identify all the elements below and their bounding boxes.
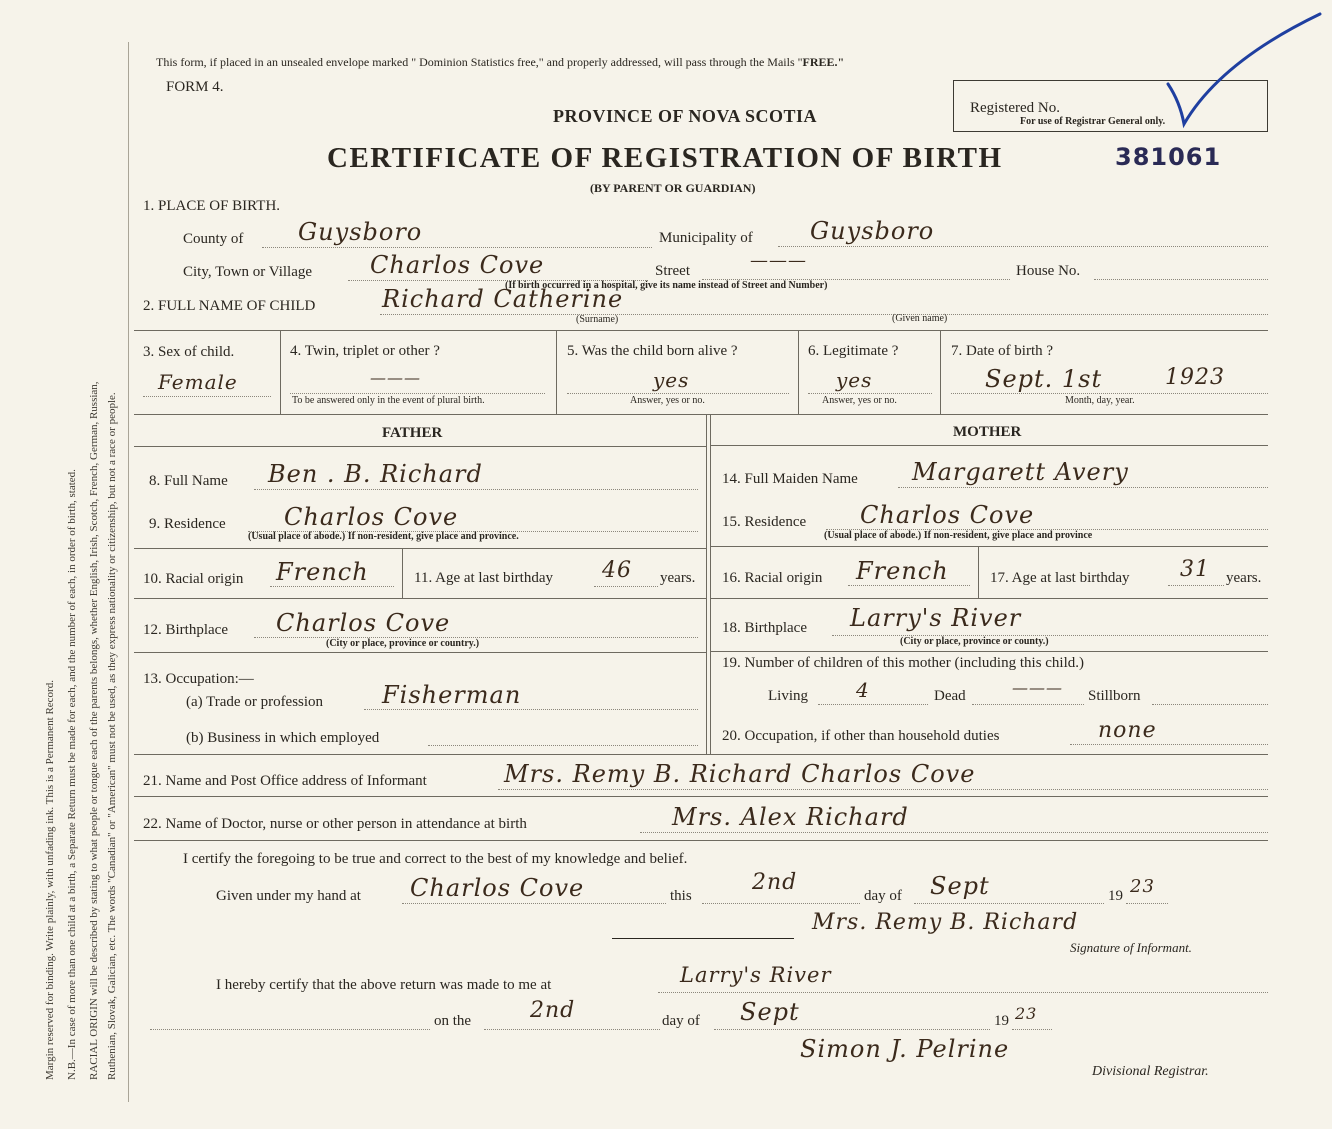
- father-heading: FATHER: [382, 425, 443, 441]
- father-birthplace-note: (City or place, province or country.): [326, 638, 480, 649]
- father-age-label: 11. Age at last birthday: [414, 570, 553, 586]
- informant-label: 21. Name and Post Office address of Informant: [143, 773, 427, 789]
- registered-label: Registered No.: [970, 100, 1060, 116]
- mother-heading: MOTHER: [953, 424, 1022, 440]
- informant-signature: Mrs. Remy B. Richard: [812, 910, 1079, 935]
- trade-value: Fisherman: [382, 681, 522, 709]
- father-occupation-label: 13. Occupation:—: [143, 671, 254, 687]
- born-alive-line: [567, 393, 789, 394]
- mother-birthplace-note: (City or place, province or county.): [900, 636, 1049, 647]
- return-day-line: [484, 1029, 660, 1030]
- mother-racial-value: French: [856, 557, 949, 585]
- margin-note-binding: Margin reserved for binding. Write plainly, with unfading ink. This is a Permanent Record.: [44, 680, 56, 1080]
- doctor-label: 22. Name of Doctor, nurse or other person in attendance at birth: [143, 816, 527, 832]
- dead-value: ———: [1012, 678, 1063, 697]
- rule-mother-16: [710, 598, 1268, 599]
- sex-line: [143, 396, 271, 397]
- living-line: [818, 704, 928, 705]
- mother-racial-label: 16. Racial origin: [722, 570, 823, 586]
- province-heading: PROVINCE OF NOVA SCOTIA: [553, 106, 818, 126]
- rule-father-10: [134, 598, 706, 599]
- mother-birthplace-label: 18. Birthplace: [722, 620, 807, 636]
- dead-line: [972, 704, 1084, 705]
- rule-father-12: [134, 652, 706, 653]
- child-name-line: [380, 314, 1268, 315]
- rule-after-doctor: [134, 840, 1268, 841]
- street-value: ———: [750, 250, 807, 271]
- col-divider-6-7: [940, 331, 941, 414]
- born-alive-note: Answer, yes or no.: [630, 395, 705, 406]
- house-number-line: [1094, 279, 1268, 280]
- mother-age-unit: years.: [1226, 570, 1262, 586]
- father-residence-note: (Usual place of abode.) If non-resident, give place and province.: [248, 531, 519, 542]
- hospital-note: (If birth occurred in a hospital, give its name instead of Street and Number): [505, 280, 828, 291]
- given-day-value: 2nd: [752, 870, 798, 895]
- father-birthplace-label: 12. Birthplace: [143, 622, 228, 638]
- mother-occupation-label: 20. Occupation, if other than household duties: [722, 728, 1000, 744]
- rule-after-parents: [134, 754, 1268, 755]
- return-year-prefix: 19: [994, 1013, 1009, 1029]
- rule-mother-15: [710, 546, 1268, 547]
- county-label: County of: [183, 231, 244, 247]
- return-place-line: [658, 992, 1268, 993]
- child-name-label: 2. FULL NAME OF CHILD: [143, 298, 316, 314]
- given-year-line: [1126, 903, 1168, 904]
- given-day-of-label: day of: [864, 888, 902, 904]
- mother-age-label: 17. Age at last birthday: [990, 570, 1130, 586]
- return-label: I hereby certify that the above return was made to me at: [216, 977, 552, 993]
- legitimate-line: [808, 393, 932, 394]
- legitimate-note: Answer, yes or no.: [822, 395, 897, 406]
- city-label: City, Town or Village: [183, 264, 313, 280]
- doctor-value: Mrs. Alex Richard: [672, 803, 909, 831]
- children-count-label: 19. Number of children of this mother (including this child.): [722, 655, 1085, 671]
- return-day-of-label: day of: [662, 1013, 700, 1029]
- father-residence-label: 9. Residence: [149, 516, 226, 532]
- father-mother-divider-2: [710, 414, 711, 754]
- trade-line: [364, 709, 698, 710]
- given-this-label: this: [670, 888, 692, 904]
- informant-value: Mrs. Remy B. Richard Charlos Cove: [504, 760, 976, 788]
- margin-note-racial-origin: RACIAL ORIGIN will be described by stating to what people or tongue each of the parents belongs, whether English, Irish, Scotch, French, German, Russian,: [88, 381, 100, 1080]
- given-day-line: [702, 903, 860, 904]
- certificate-title: CERTIFICATE OF REGISTRATION OF BIRTH: [327, 142, 1003, 174]
- mail-notice: This form, if placed in an unsealed envelope marked " Dominion Statistics free," and properly addressed, will pass through the Mails "FREE.": [156, 55, 845, 69]
- father-name-value: Ben . B. Richard: [268, 460, 483, 488]
- informant-signature-line: [612, 938, 794, 939]
- place-of-birth-heading: 1. PLACE OF BIRTH.: [143, 198, 281, 214]
- born-alive-value: yes: [653, 368, 690, 392]
- registrar-signature: Simon J. Pelrine: [800, 1035, 1010, 1063]
- municipality-line: [778, 246, 1268, 247]
- date-of-birth-value: Sept. 1st: [985, 365, 1103, 393]
- certificate-subtitle: (BY PARENT OR GUARDIAN): [590, 181, 756, 195]
- city-value: Charlos Cove: [370, 251, 545, 279]
- father-racial-label: 10. Racial origin: [143, 571, 244, 587]
- date-of-birth-note: Month, day, year.: [1065, 395, 1135, 406]
- father-age-line: [594, 586, 658, 587]
- stillborn-line: [1152, 704, 1268, 705]
- informant-signature-caption: Signature of Informant.: [1070, 940, 1192, 955]
- given-month-line: [914, 903, 1104, 904]
- mother-racial-line: [848, 585, 970, 586]
- mother-residence-note: (Usual place of abode.) If non-resident, give place and province: [824, 530, 1093, 541]
- date-of-birth-line: [951, 393, 1268, 394]
- margin-note-racial-origin-cont: Ruthenian, Slovak, Galician, etc. The words "Canadian" or "American" must not be used, as they express nationality or citizenship, but not a race or people.: [106, 392, 118, 1080]
- living-label: Living: [768, 688, 808, 704]
- return-year-value: 23: [1015, 1004, 1038, 1023]
- county-value: Guysboro: [298, 218, 423, 246]
- business-line: [428, 745, 698, 746]
- street-label: Street: [655, 263, 690, 279]
- col-divider-4-5: [556, 331, 557, 414]
- father-col-10-11: [402, 548, 403, 598]
- margin-note-multiple-births: N.B.—In case of more than one child at a birth, a Separate Return must be made for each, and the number of each, in order of birth, stated.: [66, 469, 78, 1080]
- given-place-value: Charlos Cove: [410, 874, 585, 902]
- father-residence-value: Charlos Cove: [284, 503, 459, 531]
- municipality-value: Guysboro: [810, 217, 935, 245]
- mother-residence-label: 15. Residence: [722, 514, 807, 530]
- return-day-value: 2nd: [530, 998, 576, 1023]
- mother-col-16-17: [978, 546, 979, 598]
- sex-label: 3. Sex of child.: [143, 344, 235, 360]
- mail-free: FREE.": [802, 55, 845, 69]
- child-name-value: Richard Catherine: [382, 285, 624, 313]
- father-name-label: 8. Full Name: [149, 473, 228, 489]
- form-number: FORM 4.: [166, 79, 224, 95]
- given-year-prefix: 19: [1108, 888, 1123, 904]
- mother-birthplace-line: [832, 635, 1268, 636]
- col-divider-5-6: [798, 331, 799, 414]
- legitimate-label: 6. Legitimate ?: [808, 343, 899, 359]
- legitimate-value: yes: [836, 368, 873, 392]
- twin-label: 4. Twin, triplet or other ?: [290, 343, 440, 359]
- given-year-value: 23: [1130, 876, 1155, 897]
- father-racial-value: French: [276, 558, 369, 586]
- doctor-line: [640, 832, 1268, 833]
- checkmark-icon: [1150, 12, 1330, 132]
- father-age-value: 46: [602, 558, 632, 583]
- mother-name-label: 14. Full Maiden Name: [722, 471, 858, 487]
- on-the-label: on the: [434, 1013, 472, 1029]
- rule-after-row3: [134, 414, 1268, 415]
- rule-father-9: [134, 548, 706, 549]
- stillborn-label: Stillborn: [1088, 688, 1141, 704]
- given-month-value: Sept: [930, 872, 990, 900]
- father-age-unit: years.: [660, 570, 696, 586]
- given-place-line: [402, 903, 666, 904]
- living-value: 4: [856, 678, 870, 702]
- mother-name-line: [898, 487, 1268, 488]
- father-name-line: [254, 489, 698, 490]
- rule-under-mother: [710, 445, 1268, 446]
- rule-after-informant: [134, 796, 1268, 797]
- return-month-line: [714, 1029, 990, 1030]
- business-label: (b) Business in which employed: [186, 730, 380, 746]
- registrar-caption: Divisional Registrar.: [1092, 1064, 1209, 1079]
- return-year-line: [1012, 1029, 1052, 1030]
- return-place-value: Larry's River: [680, 963, 832, 987]
- twin-note: To be answered only in the event of plural birth.: [292, 395, 485, 406]
- return-month-value: Sept: [740, 998, 800, 1026]
- binding-margin-rule: [128, 42, 129, 1102]
- given-under-hand-label: Given under my hand at: [216, 888, 361, 904]
- registered-note: For use of Registrar General only.: [1020, 116, 1166, 127]
- twin-line: [290, 393, 545, 394]
- rule-under-father: [134, 446, 706, 447]
- county-line: [262, 247, 652, 248]
- mother-birthplace-value: Larry's River: [850, 604, 1022, 632]
- dead-label: Dead: [934, 688, 966, 704]
- father-birthplace-value: Charlos Cove: [276, 609, 451, 637]
- born-alive-label: 5. Was the child born alive ?: [567, 343, 738, 359]
- father-mother-divider: [706, 414, 707, 754]
- twin-value: ———: [370, 368, 421, 387]
- mother-occupation-line: [1070, 744, 1268, 745]
- return-lead-line: [150, 1029, 430, 1030]
- mother-age-line: [1168, 585, 1224, 586]
- surname-caption: (Surname): [576, 314, 619, 325]
- mother-residence-value: Charlos Cove: [860, 501, 1035, 529]
- registered-number-value: 381061: [1115, 143, 1222, 171]
- municipality-label: Municipality of: [659, 230, 753, 246]
- date-of-birth-label: 7. Date of birth ?: [951, 343, 1054, 359]
- date-of-birth-year: 1923: [1165, 365, 1225, 390]
- informant-line: [498, 789, 1268, 790]
- mother-age-value: 31: [1180, 557, 1210, 582]
- certification-statement: I certify the foregoing to be true and correct to the best of my knowledge and belief.: [183, 851, 688, 867]
- rule-mother-18: [710, 651, 1268, 652]
- rule-after-name: [134, 330, 1268, 331]
- sex-value: Female: [158, 370, 238, 394]
- mother-occupation-value: none: [1098, 718, 1157, 743]
- father-racial-line: [270, 586, 394, 587]
- house-number-label: House No.: [1016, 263, 1081, 279]
- given-name-caption: (Given name): [892, 313, 948, 324]
- col-divider-3-4: [280, 331, 281, 414]
- mother-name-value: Margarett Avery: [912, 458, 1129, 486]
- trade-label: (a) Trade or profession: [186, 694, 324, 710]
